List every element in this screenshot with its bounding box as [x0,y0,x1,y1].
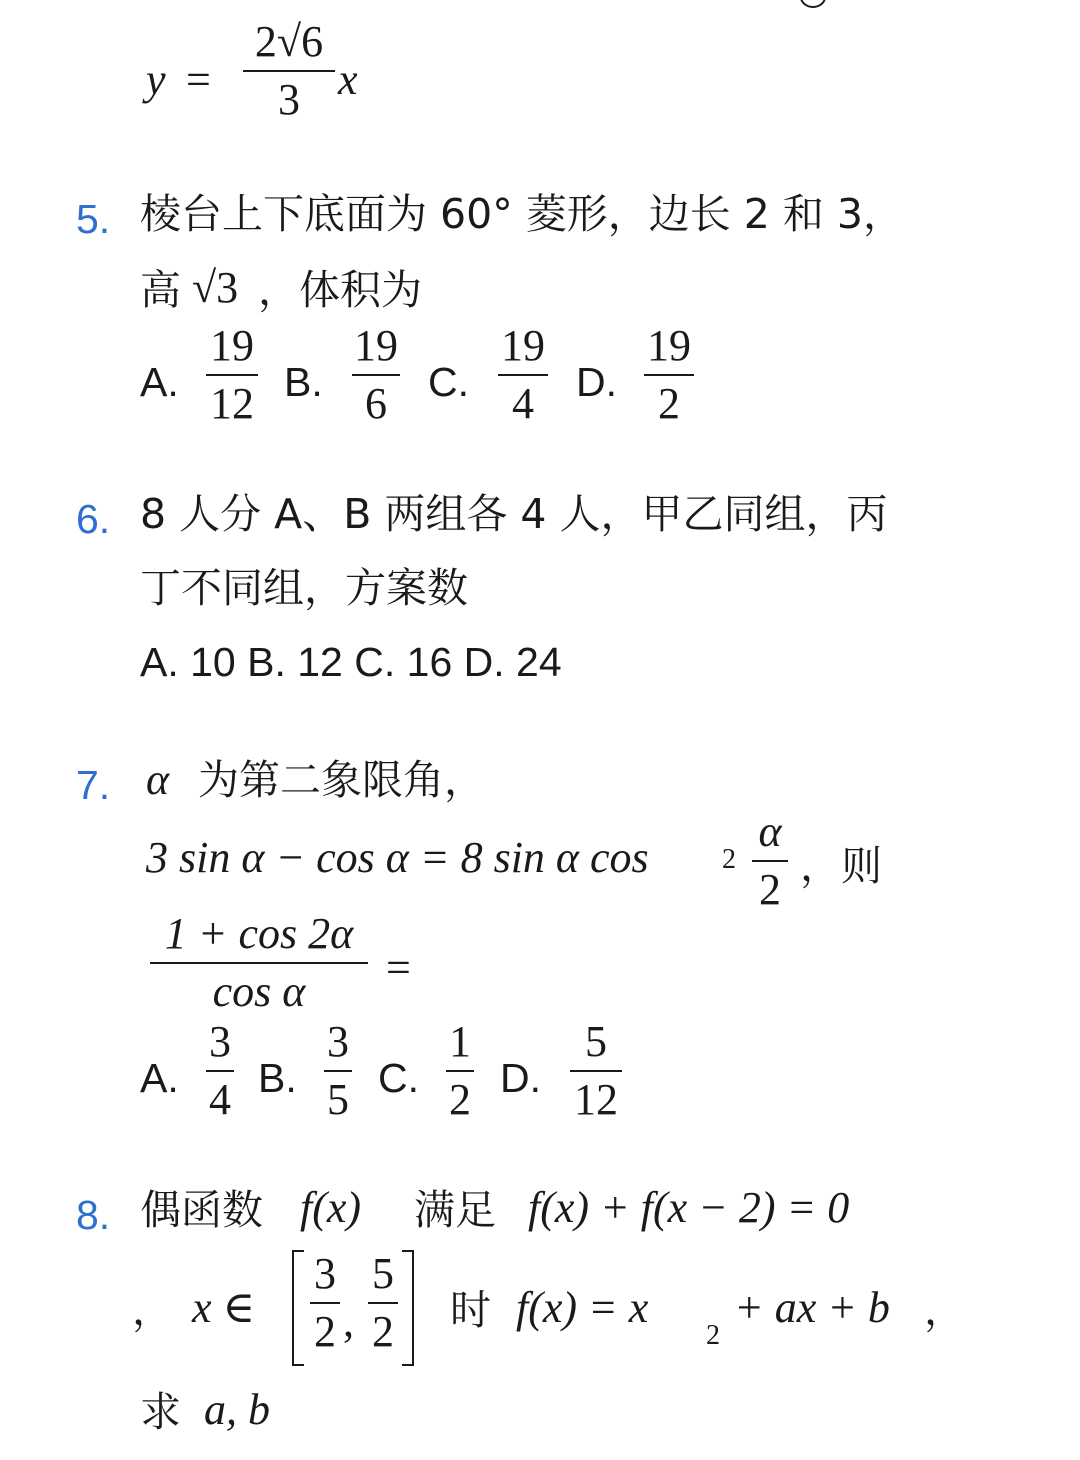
question-8-comma-end: ， [924,1286,965,1334]
question-5-line1: 棱台上下底面为 60° 菱形，边长 2 和 3， [140,190,905,238]
option-d-fraction: 19 2 [644,324,694,426]
question-7-eq: = [386,943,411,992]
question-7-then: ，则 [800,842,882,890]
question-7-half-alpha: α 2 [752,810,788,912]
question-7-equation: 3 sin α − cos α = 8 sin α cos [146,833,649,882]
question-6-line1: 8 人分 A、B 两组各 4 人，甲乙同组，丙 [140,490,888,538]
prev-eq: = [186,55,211,104]
question-8-find: 求 [140,1388,181,1436]
question-8-exponent: 2 [706,1320,720,1351]
interval-right-bracket [402,1250,414,1366]
option-b-fraction: 3 5 [324,1020,352,1122]
question-5-line2b: ，体积为 [258,266,422,314]
option-label: A. [140,1055,179,1101]
question-7-exponent: 2 [722,844,736,875]
question-8-comma: ， [132,1286,173,1334]
option-label: B. [284,359,323,405]
question-8-vars: a, b [204,1385,270,1434]
question-8-fx-def: f(x) = x [516,1283,649,1332]
question-number: 6. [76,496,111,542]
option-c-fraction: 19 4 [498,324,548,426]
question-6-options: A. 10 B. 12 C. 16 D. 24 [140,639,562,685]
question-8-text: 偶函数 [140,1186,263,1234]
question-8-x-in: x ∈ [192,1283,256,1332]
question-7-expression: 1 + cos 2α cos α [150,912,368,1014]
question-8-f: f(x) [300,1183,362,1232]
question-number: 7. [76,762,111,808]
prev-fraction: 2√6 3 [243,20,335,122]
question-7-line1: 为第二象限角， [198,756,485,804]
option-d-fraction: 5 12 [570,1020,622,1122]
option-label: D. [500,1055,541,1101]
option-label: A. [140,359,179,405]
question-8-satisfy: 满足 [414,1186,496,1234]
option-a-fraction: 3 4 [206,1020,234,1122]
option-label: C. [378,1055,419,1101]
interval-upper: 5 2 [368,1252,398,1354]
option-label: B. [258,1055,297,1101]
interval-left-bracket [292,1250,304,1366]
interval-separator: , [343,1297,354,1346]
option-label: C. [428,359,469,405]
question-8-equation: f(x) + f(x − 2) = 0 [528,1183,850,1232]
question-number: 8. [76,1192,111,1238]
option-c-fraction: 1 2 [446,1020,474,1122]
prev-lhs: y [146,55,166,104]
question-8-when: 时 [450,1286,491,1334]
question-8-fx-rest: + ax + b [734,1283,890,1332]
question-7-alpha: α [146,755,170,804]
option-label: D. [576,359,617,405]
option-b-fraction: 19 6 [354,321,398,428]
interval-lower: 3 2 [310,1252,340,1354]
question-5-sqrt: √3 [192,263,239,312]
question-6-line2: 丁不同组，方案数 [140,564,468,612]
question-5-line2a: 高 [140,266,181,314]
question-number: 5. [76,196,111,242]
option-a-fraction: 19 12 [206,324,258,426]
prev-var: x [338,55,358,104]
